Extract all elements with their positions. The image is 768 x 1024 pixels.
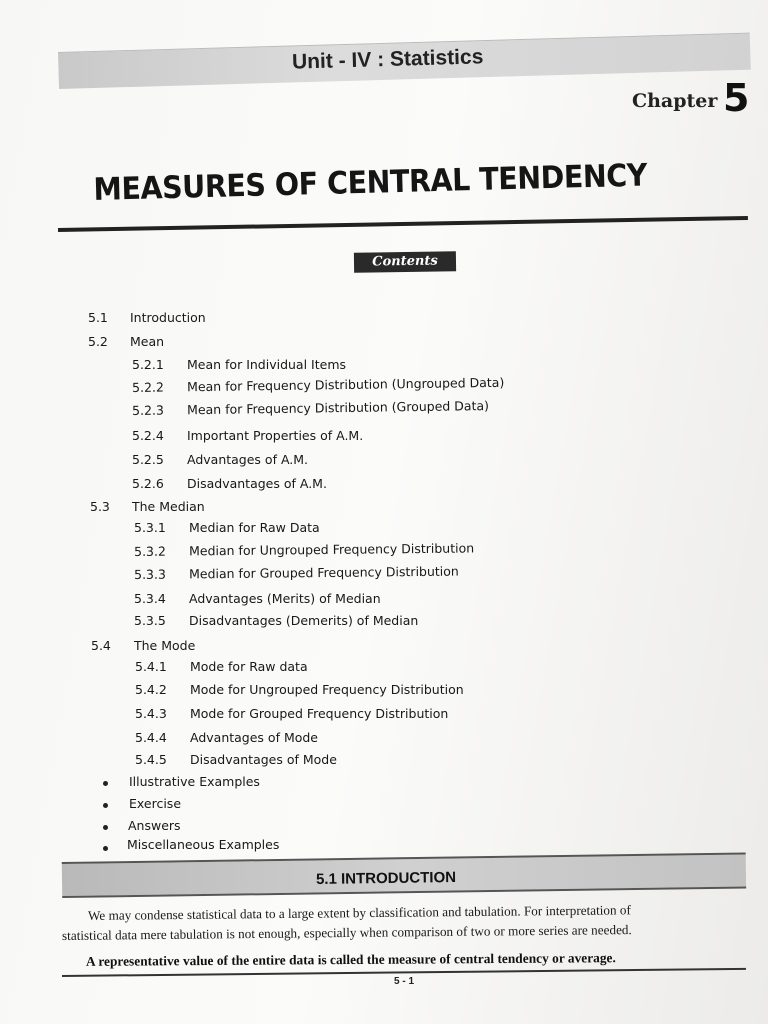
toc-number: 5.3.3 — [134, 566, 166, 582]
toc-number: 5.2 — [88, 334, 108, 349]
toc-label: Disadvantages of A.M. — [187, 476, 327, 491]
bullet-icon — [103, 781, 108, 786]
toc-number: 5.4.3 — [135, 706, 167, 721]
chapter-label: Chapter — [632, 90, 718, 112]
toc-number: 5.3.5 — [134, 613, 166, 628]
toc-number: 5.2.4 — [132, 428, 164, 443]
toc-label: Mean — [130, 334, 165, 349]
toc-number: 5.4.5 — [135, 752, 167, 767]
toc-label: Mean for Frequency Distribution (Grouped Data) — [186, 398, 490, 418]
toc-number: 5.4 — [91, 638, 111, 653]
toc-number: 5.3.2 — [134, 543, 166, 559]
toc-label: Median for Ungrouped Frequency Distribution — [188, 540, 475, 559]
bullet-icon — [103, 846, 108, 851]
unit-title: Unit - IV : Statistics — [291, 45, 484, 74]
toc-number: 5.4.1 — [135, 659, 167, 674]
toc-bullet-item: Illustrative Examples — [129, 774, 260, 789]
toc-bullet-item: Miscellaneous Examples — [127, 837, 280, 852]
toc-label: Advantages of Mode — [190, 730, 318, 745]
toc-label: Mode for Grouped Frequency Distribution — [190, 706, 449, 721]
toc-label: Mean for Frequency Distribution (Ungrouped Data) — [186, 374, 505, 395]
toc-label: Disadvantages of Mode — [190, 752, 337, 767]
toc-label: Mode for Ungrouped Frequency Distribution — [190, 682, 464, 697]
toc-number: 5.2.6 — [132, 476, 164, 491]
toc-label: Introduction — [130, 310, 206, 325]
toc-number: 5.4.4 — [135, 730, 167, 745]
toc-label: Advantages (Merits) of Median — [189, 591, 381, 606]
toc-label: Disadvantages (Demerits) of Median — [189, 613, 419, 628]
toc-number: 5.1 — [88, 310, 108, 325]
toc-label: Important Properties of A.M. — [187, 428, 364, 443]
toc-label: The Mode — [134, 638, 196, 653]
toc-label: Mean for Individual Items — [187, 357, 347, 372]
paragraph-line: statistical data mere tabulation is not enough, especially when comparison of two or more series are needed. — [61, 922, 632, 943]
toc-bullet-item: Answers — [128, 818, 181, 833]
contents-badge: Contents — [354, 251, 456, 272]
toc-number: 5.3.1 — [134, 520, 166, 535]
toc-number: 5.3.4 — [134, 591, 166, 606]
toc-label: Median for Grouped Frequency Distribution — [188, 563, 459, 582]
toc-number: 5.2.1 — [132, 357, 164, 372]
toc-label: Mode for Raw data — [190, 659, 308, 674]
paragraph-line: We may condense statistical data to a large extent by classification and tabulation. For interpretation of — [87, 902, 631, 923]
toc-bullet-item: Exercise — [129, 796, 182, 811]
toc-number: 5.4.2 — [135, 682, 167, 697]
bullet-icon — [103, 825, 108, 830]
chapter-title: MEASURES OF CENTRAL TENDENCY — [93, 157, 648, 208]
toc-label: Median for Raw Data — [189, 520, 320, 535]
chapter-number: 5 — [723, 76, 750, 120]
toc-number: 5.2.2 — [132, 379, 165, 395]
toc-number: 5.2.3 — [132, 402, 165, 418]
section-heading: 5.1 INTRODUCTION — [315, 869, 457, 888]
toc-label: Advantages of A.M. — [187, 452, 309, 467]
page-number: 5 - 1 — [394, 976, 415, 987]
toc-number: 5.2.5 — [132, 452, 164, 467]
bullet-icon — [103, 803, 108, 808]
definition-line: A representative value of the entire data is called the measure of central tendency or average. — [85, 950, 616, 969]
toc-label: The Median — [132, 499, 205, 514]
toc-number: 5.3 — [90, 499, 110, 514]
